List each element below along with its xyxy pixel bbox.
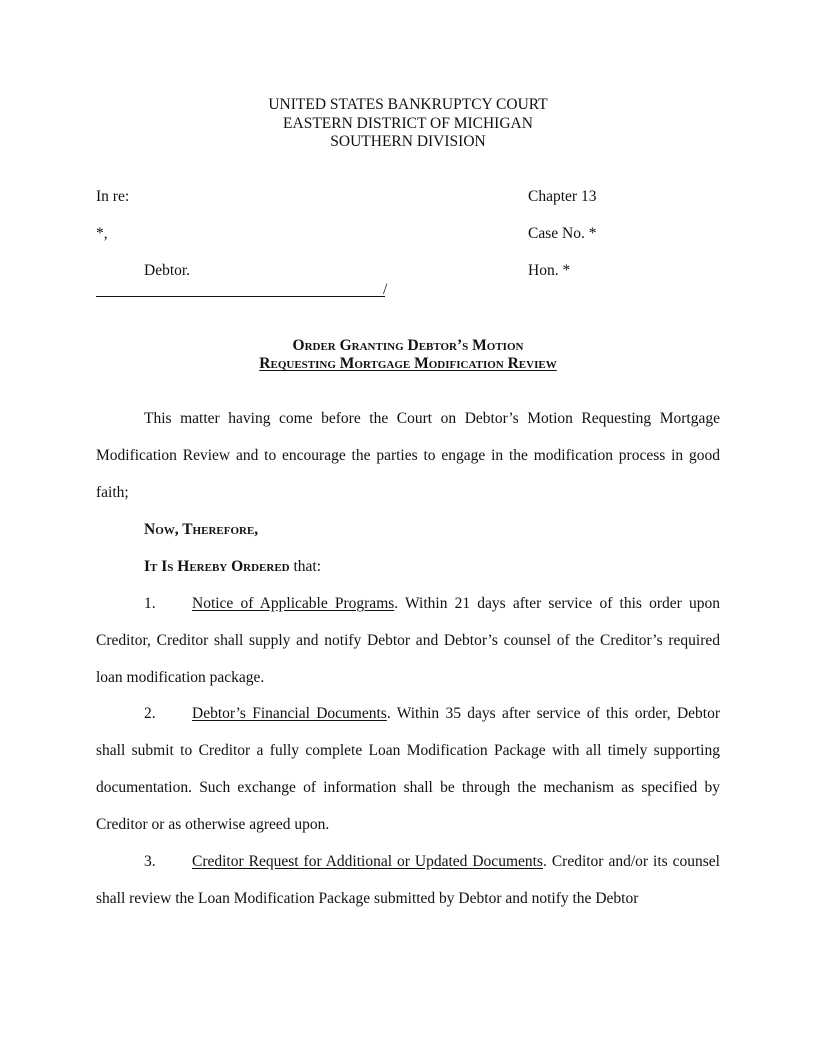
now-therefore-paragraph (96, 511, 720, 548)
order-title (0, 337, 816, 373)
ordered-text: It Is Hereby Ordered (144, 558, 290, 575)
item-number: 3. (144, 853, 156, 870)
debtor-label: Debtor. (144, 262, 191, 279)
court-district: EASTERN DISTRICT OF MICHIGAN (283, 114, 533, 132)
order-title-line2: Requesting Mortgage Modification Review (259, 355, 557, 372)
item-text: . Within 21 days after service of this order upon Creditor, Creditor shall supply and notify Debtor and Debtor’s counsel of the Creditor’s required loan modification package. (96, 595, 720, 686)
in-re-label: In re: (96, 188, 130, 205)
judge-label: Hon. * (528, 262, 571, 279)
court-division: SOUTHERN DIVISION (330, 133, 486, 150)
case-number: Case No. * (528, 225, 597, 242)
item-number: 1. (144, 595, 156, 612)
court-header (0, 96, 816, 152)
item-heading: Debtor’s Financial Documents (192, 705, 387, 722)
ordered-paragraph (96, 548, 720, 585)
item-heading: Creditor Request for Additional or Updated Documents (192, 853, 543, 870)
caption-divider (96, 296, 385, 297)
item-text: . Creditor and/or its counsel shall review the Loan Modification Package submitted by Debtor and notify the Debtor (96, 853, 720, 907)
item-number: 2. (144, 705, 156, 722)
order-title-line1: Order Granting Debtor’s Motion (292, 337, 524, 354)
ordered-suffix: that: (289, 558, 322, 575)
now-therefore-text: Now, Therefore, (144, 521, 259, 538)
court-name: UNITED STATES BANKRUPTCY COURT (268, 96, 548, 113)
chapter-label: Chapter 13 (528, 188, 597, 205)
item-text: . Within 35 days after service of this order, Debtor shall submit to Creditor a fully complete Loan Modification Package with all timely supporting documentation. Such exchange of information shall be through the mechanism as specified by Creditor or as otherwise agreed upon. (96, 705, 720, 833)
order-item-3 (96, 843, 720, 917)
caption-slash: / (383, 281, 388, 298)
intro-paragraph: This matter having come before the Court on Debtor’s Motion Requesting Mortgage Modification Review and to encourage the parties to engage in the modification process in good faith; (96, 410, 720, 501)
order-item-2 (96, 695, 720, 843)
order-item-1 (96, 585, 720, 696)
item-heading: Notice of Applicable Programs (192, 595, 395, 612)
party-name: *, (96, 225, 108, 242)
